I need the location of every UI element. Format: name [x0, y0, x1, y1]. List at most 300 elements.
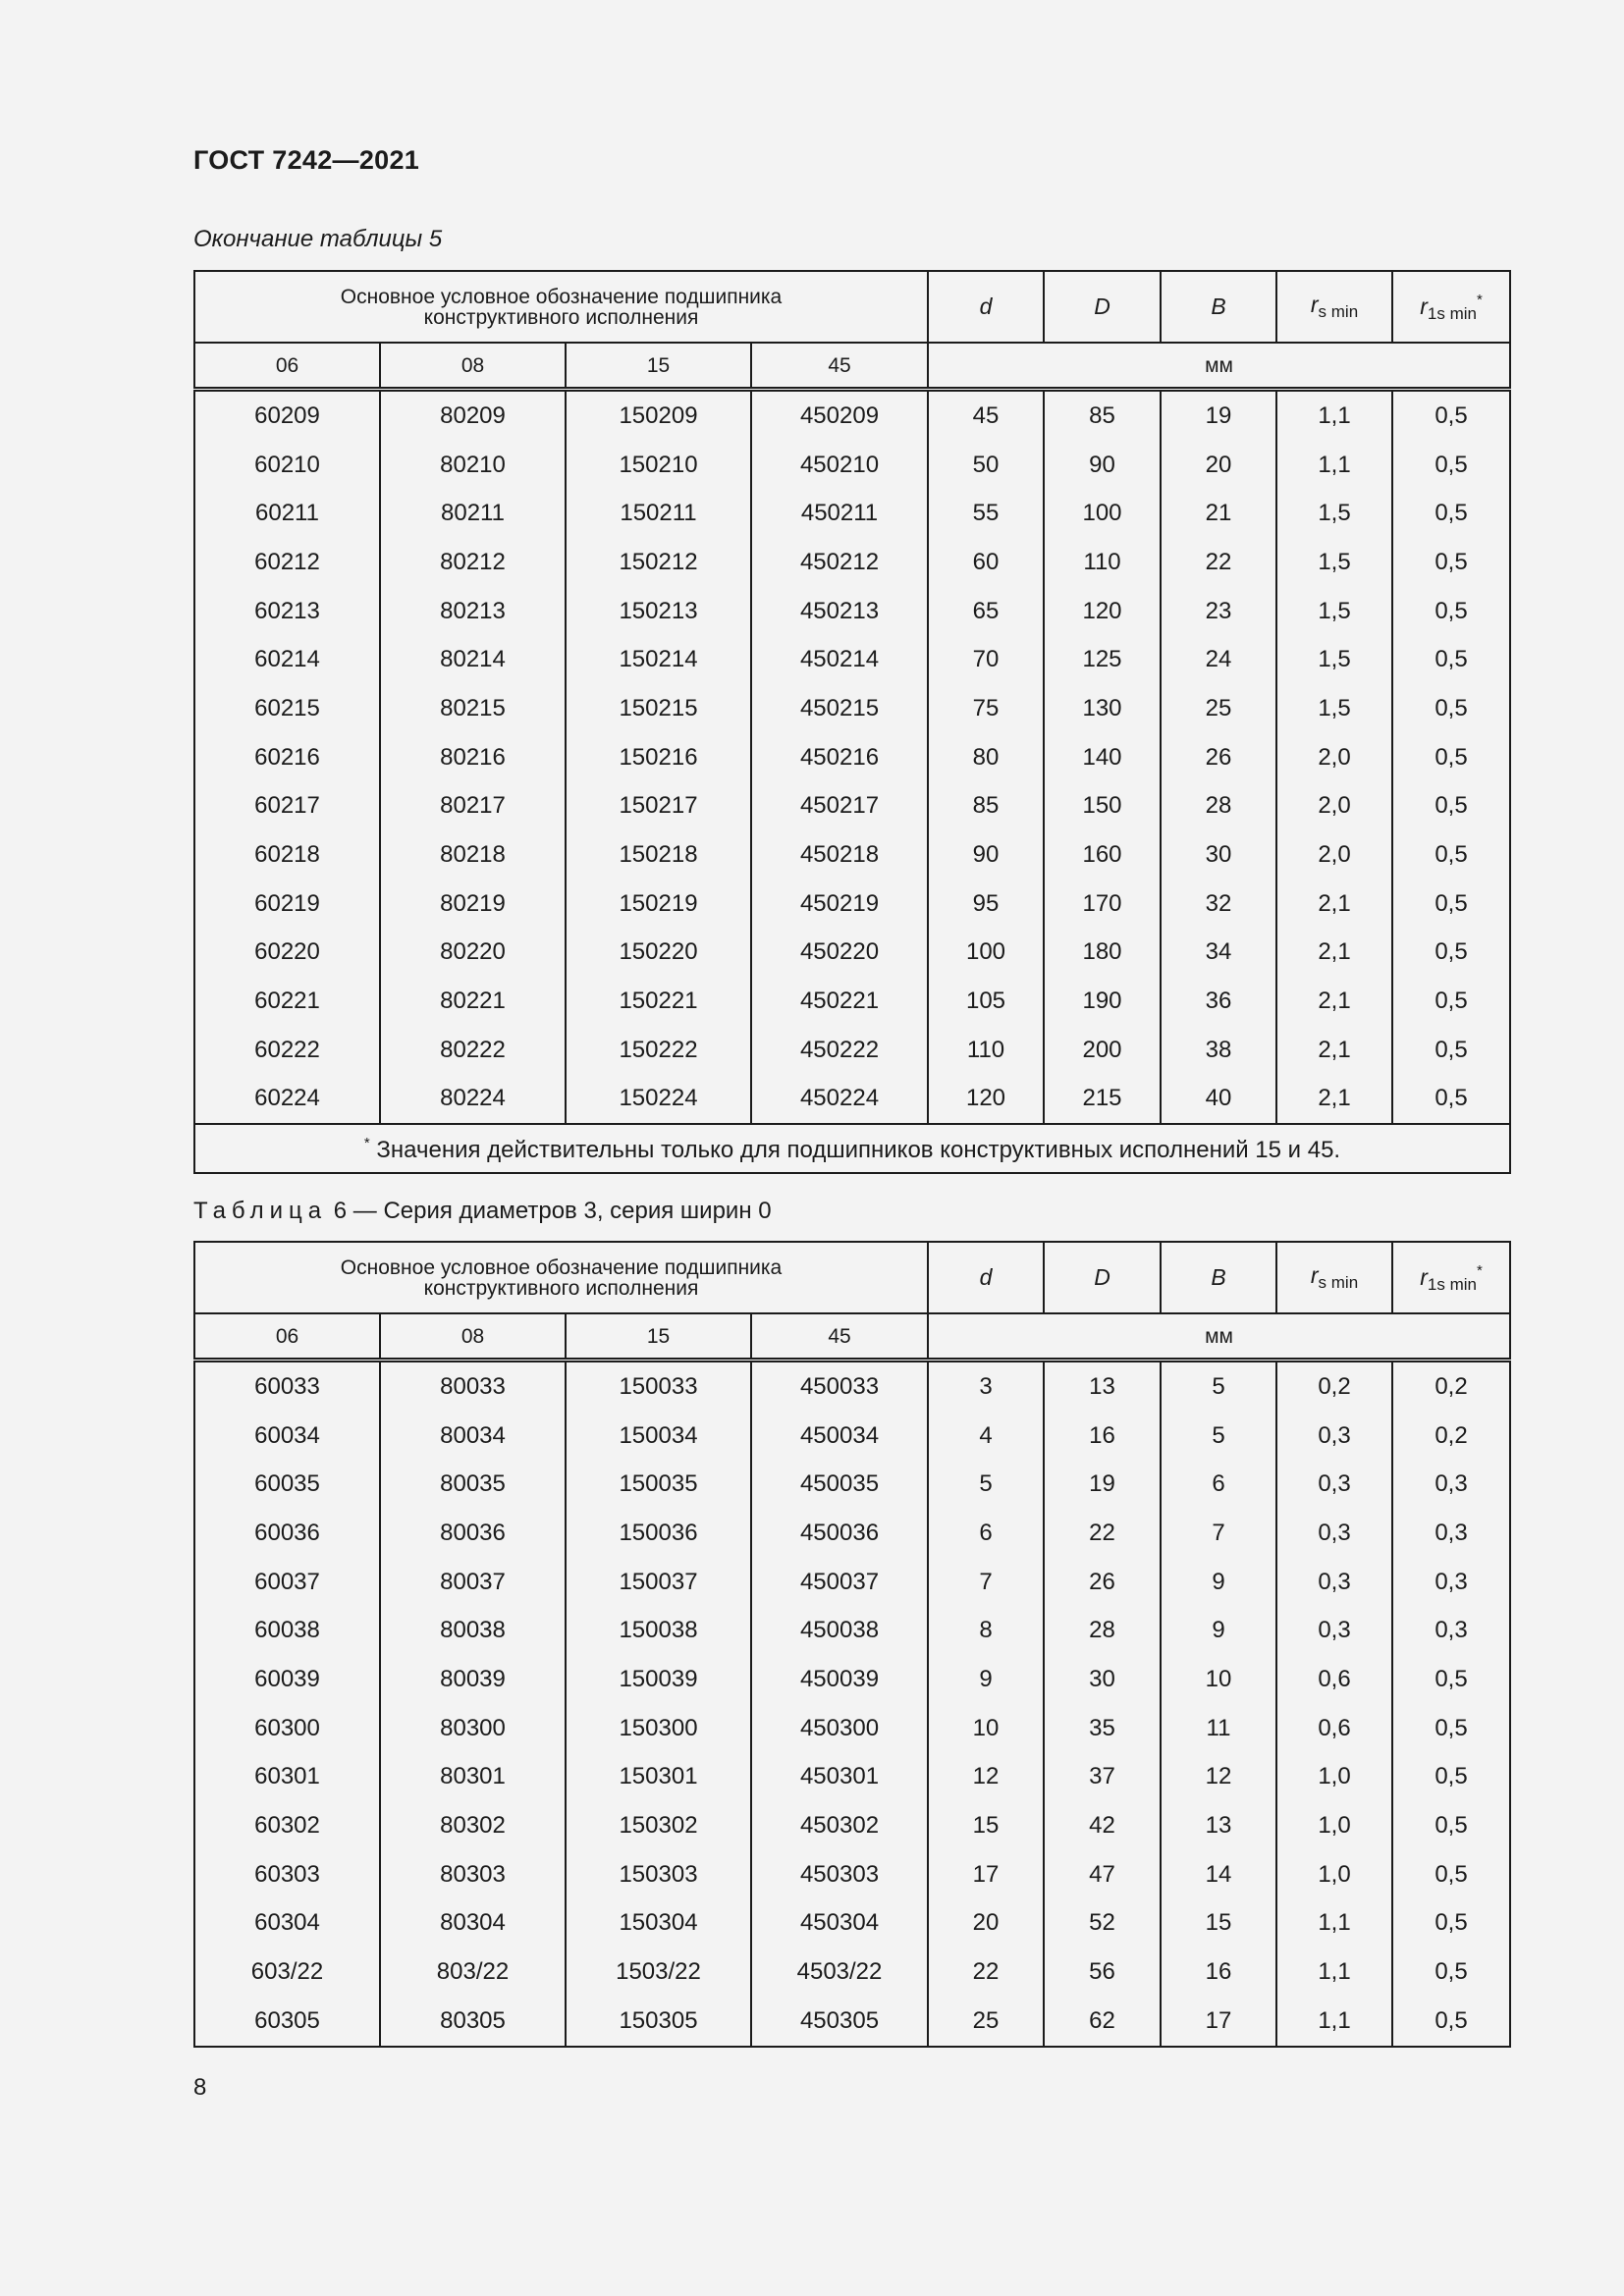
table-cell: 150222 — [566, 1026, 751, 1075]
table-cell: 80220 — [380, 929, 566, 978]
col-header-r1s-min: $r_{1s min}^*$ — [1392, 271, 1510, 343]
table-cell: 2,0 — [1276, 733, 1392, 782]
table-cell: 200 — [1044, 1026, 1161, 1075]
table-cell: 0,5 — [1392, 1948, 1510, 1997]
table-cell: 80218 — [380, 830, 566, 880]
table-cell: 80039 — [380, 1655, 566, 1704]
table-cell: 60210 — [194, 441, 380, 490]
table-cell: 1,1 — [1276, 390, 1392, 441]
table-cell: 0,5 — [1392, 1997, 1510, 2047]
table-cell: 13 — [1044, 1361, 1161, 1412]
table-cell: 34 — [1161, 929, 1276, 978]
table-row — [194, 1655, 1510, 1704]
table-cell: 803/22 — [380, 1948, 566, 1997]
table-cell: 150302 — [566, 1801, 751, 1850]
table-5 — [193, 270, 1511, 1174]
table-cell: 60209 — [194, 390, 380, 441]
table-cell: 1,1 — [1276, 1997, 1392, 2047]
table-row — [194, 977, 1510, 1026]
table-cell: 0,5 — [1392, 1753, 1510, 1802]
table-cell: 60037 — [194, 1558, 380, 1607]
table6-body — [194, 1361, 1510, 2047]
table-cell: 0,5 — [1392, 830, 1510, 880]
table-cell: 22 — [1044, 1509, 1161, 1558]
table-cell: 80036 — [380, 1509, 566, 1558]
table-cell: 450036 — [751, 1509, 928, 1558]
table-row — [194, 538, 1510, 587]
table-cell: 22 — [928, 1948, 1044, 1997]
page-number: 8 — [193, 2074, 207, 2101]
table-row — [194, 782, 1510, 831]
table-cell: 450305 — [751, 1997, 928, 2047]
table-cell: 28 — [1044, 1606, 1161, 1655]
table-cell: 80210 — [380, 441, 566, 490]
table-cell: 60217 — [194, 782, 380, 831]
table-cell: 30 — [1044, 1655, 1161, 1704]
table-cell: 0,5 — [1392, 684, 1510, 733]
designation-header-line2: конструктивного исполнения — [423, 305, 699, 329]
table-cell: 60302 — [194, 1801, 380, 1850]
table-cell: 60038 — [194, 1606, 380, 1655]
table-cell: 60 — [928, 538, 1044, 587]
table-cell: 60218 — [194, 830, 380, 880]
table-cell: 5 — [1161, 1361, 1276, 1412]
table-cell: 21 — [1161, 489, 1276, 538]
table-cell: 2,1 — [1276, 1075, 1392, 1125]
table-cell: 6 — [928, 1509, 1044, 1558]
table-cell: 9 — [1161, 1558, 1276, 1607]
table-cell: 0,5 — [1392, 441, 1510, 490]
table-cell: 17 — [928, 1850, 1044, 1899]
table-cell: 0,3 — [1276, 1509, 1392, 1558]
table-cell: 80037 — [380, 1558, 566, 1607]
table-cell: 5 — [928, 1460, 1044, 1509]
table-cell: 603/22 — [194, 1948, 380, 1997]
table-cell: 40 — [1161, 1075, 1276, 1125]
table-cell: 50 — [928, 441, 1044, 490]
table-cell: 4503/22 — [751, 1948, 928, 1997]
table-cell: 85 — [1044, 390, 1161, 441]
col-header-d: d — [928, 271, 1044, 343]
table-cell: 60222 — [194, 1026, 380, 1075]
table-cell: 15 — [1161, 1899, 1276, 1949]
table-cell: 150303 — [566, 1850, 751, 1899]
variant-header: 06 — [194, 1313, 380, 1361]
table-cell: 28 — [1161, 782, 1276, 831]
table-cell: 0,5 — [1392, 880, 1510, 929]
table-cell: 47 — [1044, 1850, 1161, 1899]
table-cell: 100 — [928, 929, 1044, 978]
table-cell: 42 — [1044, 1801, 1161, 1850]
table-row — [194, 390, 1510, 441]
table-cell: 2,0 — [1276, 830, 1392, 880]
table-cell: 95 — [928, 880, 1044, 929]
table-cell: 450221 — [751, 977, 928, 1026]
table-cell: 0,3 — [1276, 1606, 1392, 1655]
table-cell: 80222 — [380, 1026, 566, 1075]
table-cell: 9 — [928, 1655, 1044, 1704]
table-cell: 0,5 — [1392, 1899, 1510, 1949]
table-cell: 7 — [1161, 1509, 1276, 1558]
variant-header: 45 — [751, 343, 928, 390]
table-cell: 0,3 — [1392, 1558, 1510, 1607]
table-cell: 14 — [1161, 1850, 1276, 1899]
table-cell: 100 — [1044, 489, 1161, 538]
table-row — [194, 1460, 1510, 1509]
table-cell: 60213 — [194, 587, 380, 636]
table-cell: 450210 — [751, 441, 928, 490]
table-cell: 190 — [1044, 977, 1161, 1026]
table-cell: 60212 — [194, 538, 380, 587]
table-cell: 25 — [1161, 684, 1276, 733]
table-cell: 30 — [1161, 830, 1276, 880]
table-cell: 52 — [1044, 1899, 1161, 1949]
table-cell: 150217 — [566, 782, 751, 831]
table5-body — [194, 390, 1510, 1125]
col-header-D: D — [1044, 271, 1161, 343]
variant-header: 08 — [380, 343, 566, 390]
table-cell: 22 — [1161, 538, 1276, 587]
table-cell: 80214 — [380, 635, 566, 684]
table-row — [194, 1558, 1510, 1607]
table-cell: 20 — [1161, 441, 1276, 490]
table-cell: 1,5 — [1276, 684, 1392, 733]
table-cell: 3 — [928, 1361, 1044, 1412]
table-cell: 60034 — [194, 1412, 380, 1461]
table-cell: 2,1 — [1276, 977, 1392, 1026]
table-cell: 0,6 — [1276, 1704, 1392, 1753]
table-cell: 37 — [1044, 1753, 1161, 1802]
table-cell: 80217 — [380, 782, 566, 831]
table-row — [194, 1704, 1510, 1753]
table-cell: 0,5 — [1392, 782, 1510, 831]
table-cell: 60036 — [194, 1509, 380, 1558]
table-cell: 150300 — [566, 1704, 751, 1753]
table-cell: 150221 — [566, 977, 751, 1026]
table-cell: 150038 — [566, 1606, 751, 1655]
table-cell: 2,1 — [1276, 929, 1392, 978]
table-cell: 0,3 — [1392, 1606, 1510, 1655]
table-row — [194, 1899, 1510, 1949]
table-cell: 60214 — [194, 635, 380, 684]
table-cell: 80034 — [380, 1412, 566, 1461]
table-cell: 36 — [1161, 977, 1276, 1026]
table-cell: 0,3 — [1276, 1460, 1392, 1509]
document-code: ГОСТ 7242—2021 — [193, 145, 420, 175]
table-cell: 0,5 — [1392, 1704, 1510, 1753]
table-cell: 0,5 — [1392, 390, 1510, 441]
table-cell: 15 — [928, 1801, 1044, 1850]
table-cell: 450220 — [751, 929, 928, 978]
table-cell: 60216 — [194, 733, 380, 782]
variant-header: 06 — [194, 343, 380, 390]
table-cell: 0,2 — [1392, 1412, 1510, 1461]
table-cell: 150035 — [566, 1460, 751, 1509]
table-cell: 120 — [1044, 587, 1161, 636]
table-cell: 16 — [1044, 1412, 1161, 1461]
table-cell: 0,5 — [1392, 929, 1510, 978]
table-cell: 56 — [1044, 1948, 1161, 1997]
table-cell: 80035 — [380, 1460, 566, 1509]
table-cell: 170 — [1044, 880, 1161, 929]
table6-caption: Таблица 6 — Серия диаметров 3, серия ширин 0 — [193, 1198, 772, 1224]
table-cell: 80038 — [380, 1606, 566, 1655]
table-row — [194, 441, 1510, 490]
table-cell: 7 — [928, 1558, 1044, 1607]
table-cell: 90 — [928, 830, 1044, 880]
table-cell: 450215 — [751, 684, 928, 733]
table-cell: 0,5 — [1392, 1850, 1510, 1899]
table-cell: 80302 — [380, 1801, 566, 1850]
table-cell: 65 — [928, 587, 1044, 636]
table-cell: 450035 — [751, 1460, 928, 1509]
table-row — [194, 684, 1510, 733]
table-cell: 110 — [928, 1026, 1044, 1075]
table-cell: 9 — [1161, 1606, 1276, 1655]
table-cell: 0,3 — [1392, 1460, 1510, 1509]
col-header-r1s-min: $r_{1s min}^*$ — [1392, 1242, 1510, 1313]
table-cell: 80219 — [380, 880, 566, 929]
designation-header — [194, 1242, 928, 1313]
table-cell: 215 — [1044, 1075, 1161, 1125]
table-cell: 150216 — [566, 733, 751, 782]
table-cell: 1,5 — [1276, 489, 1392, 538]
table-cell: 450216 — [751, 733, 928, 782]
table-row — [194, 635, 1510, 684]
table-cell: 450033 — [751, 1361, 928, 1412]
table-row — [194, 1412, 1510, 1461]
table-cell: 0,3 — [1392, 1509, 1510, 1558]
table-cell: 1,5 — [1276, 538, 1392, 587]
table-cell: 32 — [1161, 880, 1276, 929]
table-cell: 80215 — [380, 684, 566, 733]
table-cell: 0,5 — [1392, 1655, 1510, 1704]
table-cell: 80212 — [380, 538, 566, 587]
table-cell: 80304 — [380, 1899, 566, 1949]
table-cell: 80300 — [380, 1704, 566, 1753]
col-header-rs-min: $r_{s min}$ — [1276, 271, 1392, 343]
table-cell: 450224 — [751, 1075, 928, 1125]
table-cell: 1,0 — [1276, 1801, 1392, 1850]
table-row — [194, 1850, 1510, 1899]
table5-footnote-row — [194, 1124, 1510, 1173]
table-cell: 150212 — [566, 538, 751, 587]
table-cell: 80305 — [380, 1997, 566, 2047]
table-cell: 140 — [1044, 733, 1161, 782]
header-row-variants — [194, 1313, 1510, 1361]
table-cell: 1503/22 — [566, 1948, 751, 1997]
table-cell: 24 — [1161, 635, 1276, 684]
table-cell: 450219 — [751, 880, 928, 929]
table-cell: 2,1 — [1276, 1026, 1392, 1075]
table-cell: 150219 — [566, 880, 751, 929]
table-cell: 62 — [1044, 1997, 1161, 2047]
table-cell: 0,5 — [1392, 1026, 1510, 1075]
table-cell: 450217 — [751, 782, 928, 831]
table-cell: 450304 — [751, 1899, 928, 1949]
table-cell: 45 — [928, 390, 1044, 441]
table-cell: 150036 — [566, 1509, 751, 1558]
table-cell: 60221 — [194, 977, 380, 1026]
table-cell: 85 — [928, 782, 1044, 831]
table-cell: 10 — [928, 1704, 1044, 1753]
table-cell: 110 — [1044, 538, 1161, 587]
table-cell: 450222 — [751, 1026, 928, 1075]
table-cell: 150033 — [566, 1361, 751, 1412]
table-cell: 0,3 — [1276, 1558, 1392, 1607]
table-cell: 450211 — [751, 489, 928, 538]
table-cell: 0,5 — [1392, 489, 1510, 538]
table-cell: 450300 — [751, 1704, 928, 1753]
table-cell: 1,0 — [1276, 1753, 1392, 1802]
table-row — [194, 1801, 1510, 1850]
designation-header-line1: Основное условное обозначение подшипника — [340, 285, 783, 308]
table-row — [194, 830, 1510, 880]
table-cell: 5 — [1161, 1412, 1276, 1461]
table-row — [194, 1948, 1510, 1997]
table-cell: 150213 — [566, 587, 751, 636]
table-cell: 160 — [1044, 830, 1161, 880]
table-cell: 60304 — [194, 1899, 380, 1949]
table-cell: 450218 — [751, 830, 928, 880]
table-6 — [193, 1241, 1511, 2048]
table-cell: 150301 — [566, 1753, 751, 1802]
table-cell: 150211 — [566, 489, 751, 538]
table-cell: 60224 — [194, 1075, 380, 1125]
table-cell: 0,5 — [1392, 977, 1510, 1026]
table-cell: 450303 — [751, 1850, 928, 1899]
table-row — [194, 733, 1510, 782]
table-cell: 0,5 — [1392, 538, 1510, 587]
table-row — [194, 1606, 1510, 1655]
table-cell: 450039 — [751, 1655, 928, 1704]
table-cell: 150210 — [566, 441, 751, 490]
table-cell: 60211 — [194, 489, 380, 538]
variant-header: 15 — [566, 1313, 751, 1361]
header-row-variants — [194, 343, 1510, 390]
col-header-B: B — [1161, 1242, 1276, 1313]
table-cell: 2,0 — [1276, 782, 1392, 831]
table-cell: 80211 — [380, 489, 566, 538]
table-cell: 75 — [928, 684, 1044, 733]
table-cell: 80221 — [380, 977, 566, 1026]
variant-header: 08 — [380, 1313, 566, 1361]
table-cell: 150304 — [566, 1899, 751, 1949]
table-cell: 11 — [1161, 1704, 1276, 1753]
table-cell: 26 — [1044, 1558, 1161, 1607]
variant-header: 45 — [751, 1313, 928, 1361]
table-row — [194, 1997, 1510, 2047]
table-cell: 0,5 — [1392, 733, 1510, 782]
designation-header — [194, 271, 928, 343]
table-cell: 1,5 — [1276, 587, 1392, 636]
table-row — [194, 489, 1510, 538]
table-cell: 55 — [928, 489, 1044, 538]
table-cell: 80213 — [380, 587, 566, 636]
table-cell: 450209 — [751, 390, 928, 441]
table-cell: 60305 — [194, 1997, 380, 2047]
table-cell: 105 — [928, 977, 1044, 1026]
table-cell: 150039 — [566, 1655, 751, 1704]
table-cell: 8 — [928, 1606, 1044, 1655]
col-header-B: B — [1161, 271, 1276, 343]
table-cell: 19 — [1044, 1460, 1161, 1509]
table-cell: 150220 — [566, 929, 751, 978]
table-row — [194, 1509, 1510, 1558]
table-cell: 450034 — [751, 1412, 928, 1461]
table-cell: 0,5 — [1392, 1075, 1510, 1125]
table-cell: 150305 — [566, 1997, 751, 2047]
table-cell: 60303 — [194, 1850, 380, 1899]
table-cell: 80303 — [380, 1850, 566, 1899]
table-cell: 70 — [928, 635, 1044, 684]
table-cell: 19 — [1161, 390, 1276, 441]
table-cell: 60033 — [194, 1361, 380, 1412]
variant-header: 15 — [566, 343, 751, 390]
table-cell: 150224 — [566, 1075, 751, 1125]
designation-header-line1: Основное условное обозначение подшипника — [340, 1255, 783, 1279]
header-row-names — [194, 1242, 1510, 1313]
table-cell: 4 — [928, 1412, 1044, 1461]
table-cell: 2,1 — [1276, 880, 1392, 929]
table-cell: 1,1 — [1276, 1948, 1392, 1997]
table-cell: 60301 — [194, 1753, 380, 1802]
table-cell: 60220 — [194, 929, 380, 978]
table-cell: 1,0 — [1276, 1850, 1392, 1899]
table-cell: 450302 — [751, 1801, 928, 1850]
table-row — [194, 929, 1510, 978]
table-cell: 450214 — [751, 635, 928, 684]
table-cell: 60219 — [194, 880, 380, 929]
table-cell: 150034 — [566, 1412, 751, 1461]
table-cell: 80301 — [380, 1753, 566, 1802]
table-cell: 60035 — [194, 1460, 380, 1509]
col-header-D: D — [1044, 1242, 1161, 1313]
table-cell: 80033 — [380, 1361, 566, 1412]
table-cell: 0,6 — [1276, 1655, 1392, 1704]
table-cell: 13 — [1161, 1801, 1276, 1850]
table-cell: 1,1 — [1276, 1899, 1392, 1949]
table-cell: 150214 — [566, 635, 751, 684]
table-cell: 1,5 — [1276, 635, 1392, 684]
table-row — [194, 1361, 1510, 1412]
table-cell: 0,5 — [1392, 587, 1510, 636]
col-header-rs-min: $r_{s min}$ — [1276, 1242, 1392, 1313]
table-cell: 150218 — [566, 830, 751, 880]
table-cell: 0,5 — [1392, 1801, 1510, 1850]
table-cell: 16 — [1161, 1948, 1276, 1997]
col-header-d: d — [928, 1242, 1044, 1313]
table-cell: 12 — [928, 1753, 1044, 1802]
table-cell: 80224 — [380, 1075, 566, 1125]
table-cell: 90 — [1044, 441, 1161, 490]
table-cell: 0,2 — [1392, 1361, 1510, 1412]
unit-header: мм — [928, 1313, 1510, 1361]
table-cell: 10 — [1161, 1655, 1276, 1704]
table-cell: 35 — [1044, 1704, 1161, 1753]
table-row — [194, 587, 1510, 636]
table-cell: 60039 — [194, 1655, 380, 1704]
table5-continuation-caption: Окончание таблицы 5 — [193, 226, 443, 252]
table-cell: 450037 — [751, 1558, 928, 1607]
table-row — [194, 1753, 1510, 1802]
table-cell: 150215 — [566, 684, 751, 733]
table-cell: 450212 — [751, 538, 928, 587]
table5-footnote: * Значения действительны только для подшипников конструктивных исполнений 15 и 45. — [194, 1124, 1510, 1173]
table-cell: 130 — [1044, 684, 1161, 733]
table-cell: 26 — [1161, 733, 1276, 782]
table-cell: 23 — [1161, 587, 1276, 636]
